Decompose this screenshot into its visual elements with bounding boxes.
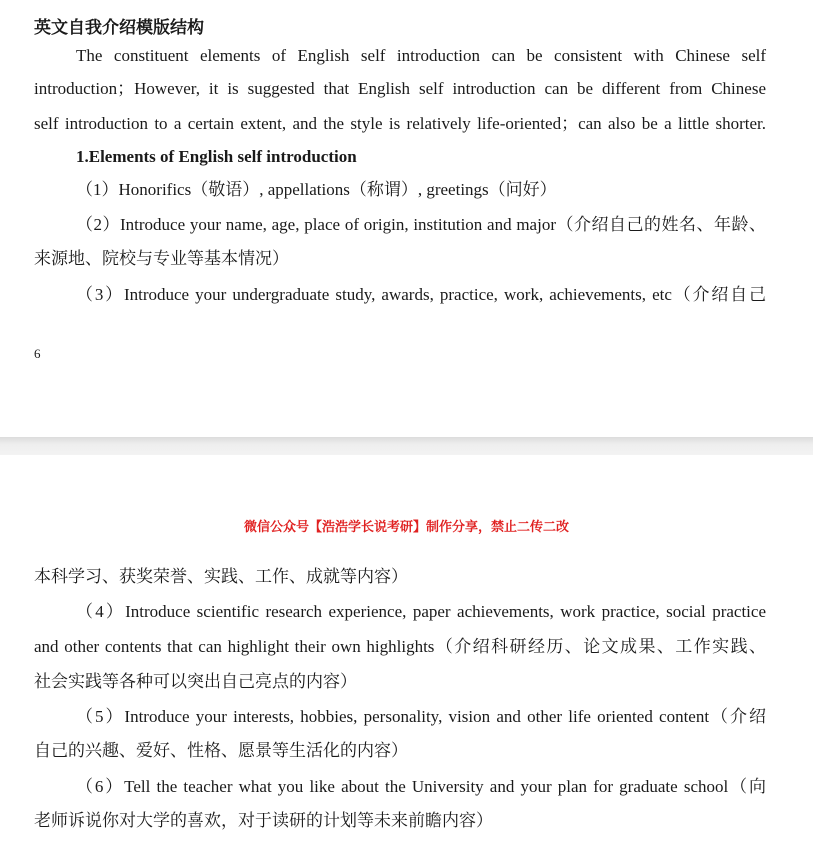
list-item-3: （3）Introduce your undergraduate study, awards, practice, work, achievements, etc（介绍自己: [76, 285, 766, 304]
list-item-3-cont: 本科学习、获奖荣誉、实践、工作、成就等内容）: [34, 567, 408, 586]
page-separator: [0, 437, 813, 455]
list-item-6-cont: 老师诉说你对大学的喜欢，对于读研的计划等未来前瞻内容）: [34, 811, 493, 830]
list-item-2-cont: 来源地、院校与专业等基本情况）: [34, 249, 289, 268]
intro-line-3: self introduction to a certain extent, and the style is relatively life-oriented；can also be a little shorter.: [34, 114, 766, 133]
list-item-6: （6）Tell the teacher what you like about the University and your plan for graduate school（向: [76, 777, 766, 796]
intro-line-2: introduction；However, it is suggested that English self introduction can be different from Chinese: [34, 79, 766, 98]
list-item-2: （2）Introduce your name, age, place of origin, institution and major（介绍自己的姓名、年龄、: [76, 215, 766, 234]
list-item-5-cont: 自己的兴趣、爱好、性格、愿景等生活化的内容）: [34, 741, 408, 760]
list-item-4-cont-2: 社会实践等各种可以突出自己亮点的内容）: [34, 672, 357, 691]
watermark-notice: 微信公众号【浩浩学长说考研】制作分享，禁止二传二改: [243, 520, 569, 535]
list-item-1: （1）Honorifics（敬语）, appellations（称谓）, greetings（问好）: [76, 180, 557, 199]
page-number: 6: [34, 346, 41, 361]
intro-line-1: The constituent elements of English self introduction can be consistent with Chinese self: [76, 46, 766, 65]
list-item-5: （5）Introduce your interests, hobbies, personality, vision and other life oriented content（介绍: [76, 707, 766, 726]
list-item-4-cont: and other contents that can highlight their own highlights（介绍科研经历、论文成果、工作实践、: [34, 637, 766, 656]
page-title: 英文自我介绍模版结构: [34, 18, 204, 38]
section-heading: 1.Elements of English self introduction: [76, 147, 357, 166]
list-item-4: （4）Introduce scientific research experience, paper achievements, work practice, social practice: [76, 602, 766, 621]
